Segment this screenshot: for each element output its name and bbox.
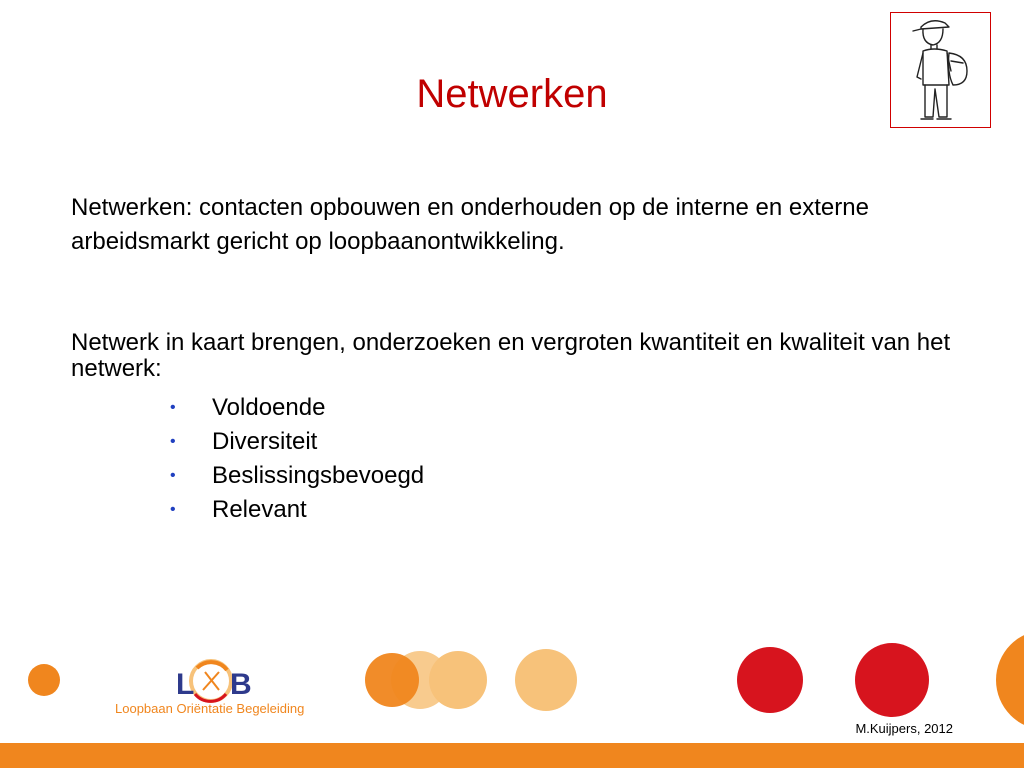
list-item-text: Relevant xyxy=(212,496,307,523)
footer-bar xyxy=(0,743,1024,768)
bullet-icon: • xyxy=(170,433,176,450)
list-item-text: Voldoende xyxy=(212,394,326,421)
definition-paragraph: Netwerken: contacten opbouwen en onderhouden op de interne en externe arbeidsmarkt gericht op loopbaanontwikkeling. xyxy=(71,194,869,255)
list-item-text: Diversiteit xyxy=(212,428,318,455)
svg-text:B: B xyxy=(230,668,252,701)
network-paragraph: Netwerk in kaart brengen, onderzoeken en vergroten kwantiteit en kwaliteit van het netwerk: xyxy=(71,329,951,382)
svg-text:L: L xyxy=(176,668,195,701)
slide-title: Netwerken xyxy=(416,72,608,116)
author-credit: M.Kuijpers, 2012 xyxy=(855,721,953,736)
bullet-icon: • xyxy=(170,399,176,416)
list-item-text: Beslissingsbevoegd xyxy=(212,462,425,489)
bullet-icon: • xyxy=(170,467,176,484)
lob-logo-mark xyxy=(176,661,252,701)
logo-tagline: Loopbaan Oriëntatie Begeleiding xyxy=(115,701,305,716)
bullet-icon: • xyxy=(170,501,176,518)
